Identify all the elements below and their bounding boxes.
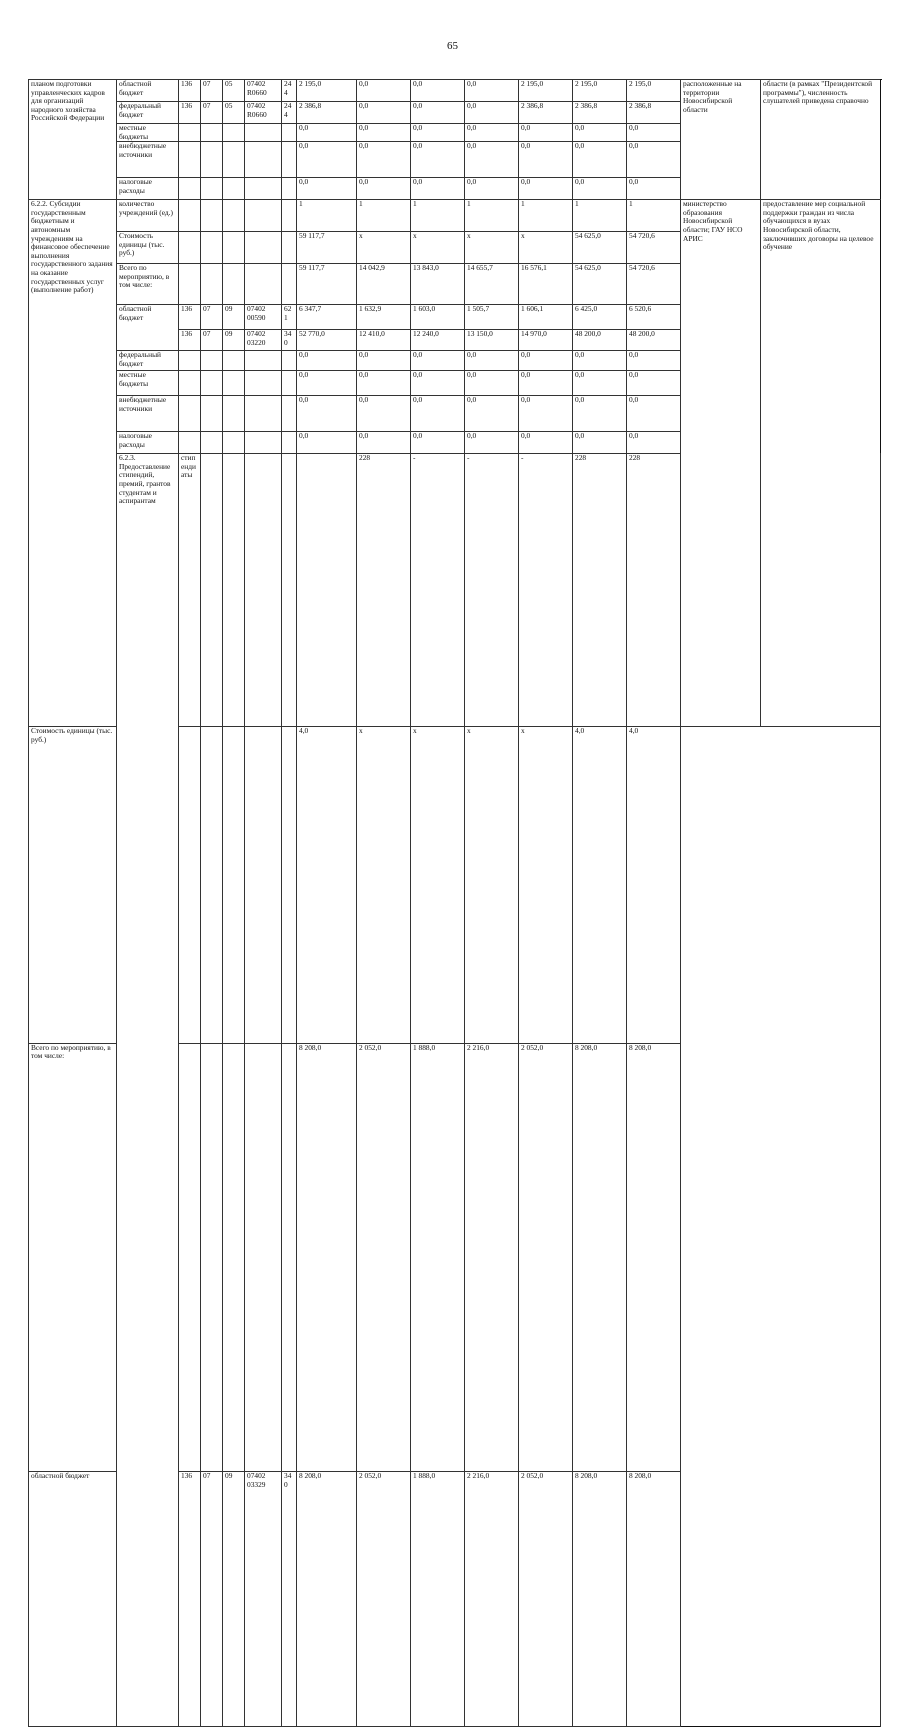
code-cell: [282, 178, 297, 200]
value-cell: 2 052,0: [519, 1043, 573, 1471]
value-cell: 16 576,1: [519, 264, 573, 305]
value-cell: 0,0: [519, 178, 573, 200]
value-cell: 2 386,8: [573, 102, 627, 124]
code-cell: [201, 124, 223, 142]
code-cell: [201, 178, 223, 200]
value-cell: 13 150,0: [465, 330, 519, 351]
value-cell: 1: [627, 200, 681, 232]
value-cell: 228: [573, 454, 627, 727]
value-cell: 2 386,8: [627, 102, 681, 124]
source-cell: местные бюджеты: [117, 371, 179, 396]
code-cell: 07: [201, 80, 223, 102]
value-cell: 0,0: [411, 396, 465, 432]
value-cell: 0,0: [519, 351, 573, 371]
value-cell: 8 208,0: [627, 1043, 681, 1471]
code-cell: 07: [201, 305, 223, 330]
value-cell: 0,0: [411, 102, 465, 124]
code-cell: [282, 371, 297, 396]
value-cell: 0,0: [297, 178, 357, 200]
code-cell: 07402 R0660: [245, 80, 282, 102]
code-cell: 07402 03220: [245, 330, 282, 351]
value-cell: 2 052,0: [519, 1472, 573, 1727]
task-cell: планом подготовки управленческих кадров для организаций народного хозяйства Российской Федерации: [29, 80, 117, 200]
code-cell: [245, 1043, 282, 1471]
code-cell: [223, 200, 245, 232]
code-cell: [282, 264, 297, 305]
source-cell: областной бюджет: [29, 1472, 117, 1727]
code-cell: [223, 454, 245, 727]
value-cell: 1: [465, 200, 519, 232]
value-cell: 0,0: [357, 178, 411, 200]
value-cell: 0,0: [519, 396, 573, 432]
code-cell: [223, 727, 245, 1043]
code-cell: [179, 124, 201, 142]
value-cell: 1 888,0: [411, 1472, 465, 1727]
value-cell: 0,0: [465, 432, 519, 454]
code-cell: [245, 351, 282, 371]
source-cell: Стоимость единицы (тыс. руб.): [117, 232, 179, 264]
value-cell: 0,0: [297, 351, 357, 371]
table-row: [29, 200, 881, 232]
value-cell: 0,0: [573, 432, 627, 454]
value-cell: 1 632,9: [357, 305, 411, 330]
value-cell: 1: [519, 200, 573, 232]
code-cell: [201, 454, 223, 727]
value-cell: 228: [627, 454, 681, 727]
code-cell: 244: [282, 102, 297, 124]
source-cell: Стоимость единицы (тыс. руб.): [29, 727, 117, 1043]
value-cell: 1: [297, 200, 357, 232]
value-cell: 2 195,0: [573, 80, 627, 102]
value-cell: 1: [411, 200, 465, 232]
code-cell: [179, 1043, 201, 1471]
code-cell: [179, 264, 201, 305]
code-cell: [245, 124, 282, 142]
value-cell: 0,0: [573, 124, 627, 142]
value-cell: 54 625,0: [573, 232, 627, 264]
code-cell: [201, 432, 223, 454]
code-cell: [223, 232, 245, 264]
code-cell: [245, 371, 282, 396]
value-cell: 1: [357, 200, 411, 232]
code-cell: 09: [223, 305, 245, 330]
code-cell: [201, 142, 223, 178]
value-cell: x: [357, 727, 411, 1043]
code-cell: [201, 232, 223, 264]
value-cell: 0,0: [411, 80, 465, 102]
source-cell: местные бюджеты: [117, 124, 179, 142]
code-cell: [201, 371, 223, 396]
code-cell: [282, 1043, 297, 1471]
code-cell: [179, 200, 201, 232]
code-cell: [223, 351, 245, 371]
value-cell: 12 410,0: [357, 330, 411, 351]
code-cell: [179, 396, 201, 432]
value-cell: 54 720,6: [627, 264, 681, 305]
value-cell: 0,0: [627, 142, 681, 178]
value-cell: 0,0: [519, 124, 573, 142]
value-cell: 0,0: [411, 178, 465, 200]
value-cell: x: [411, 232, 465, 264]
value-cell: 0,0: [357, 371, 411, 396]
code-cell: 07: [201, 102, 223, 124]
value-cell: 54 720,6: [627, 232, 681, 264]
value-cell: 0,0: [357, 80, 411, 102]
code-cell: 07402 03329: [245, 1472, 282, 1727]
code-cell: [201, 727, 223, 1043]
code-cell: [179, 142, 201, 178]
code-cell: 05: [223, 102, 245, 124]
value-cell: 0,0: [411, 124, 465, 142]
value-cell: x: [465, 727, 519, 1043]
value-cell: 2 216,0: [465, 1472, 519, 1727]
program-table: [28, 79, 881, 1727]
value-cell: 1 888,0: [411, 1043, 465, 1471]
source-cell: внебюджетные источники: [117, 396, 179, 432]
value-cell: 1 606,1: [519, 305, 573, 330]
code-cell: 07: [201, 1472, 223, 1727]
code-cell: [282, 124, 297, 142]
value-cell: 0,0: [627, 371, 681, 396]
code-cell: [179, 371, 201, 396]
code-cell: 07: [201, 330, 223, 351]
source-cell: федеральный бюджет: [117, 351, 179, 371]
code-cell: [179, 232, 201, 264]
value-cell: 4,0: [297, 727, 357, 1043]
source-cell: налоговые расходы: [117, 432, 179, 454]
value-cell: x: [519, 232, 573, 264]
value-cell: 0,0: [357, 102, 411, 124]
task-cell: 6.2.3. Предоставление стипендий, премий, грантов студентам и аспирантам: [117, 454, 179, 1727]
value-cell: 0,0: [573, 142, 627, 178]
code-cell: [223, 1043, 245, 1471]
result-cell: области (в рамках "Президентской программы"), численность слушателей приведена справочно: [761, 80, 881, 200]
code-cell: 136: [179, 330, 201, 351]
value-cell: 52 770,0: [297, 330, 357, 351]
code-cell: [223, 432, 245, 454]
value-cell: 14 970,0: [519, 330, 573, 351]
value-cell: 0,0: [357, 142, 411, 178]
source-cell: налоговые расходы: [117, 178, 179, 200]
value-cell: x: [411, 727, 465, 1043]
source-cell: Всего по мероприятию, в том числе:: [29, 1043, 117, 1471]
value-cell: 2 195,0: [627, 80, 681, 102]
code-cell: [179, 351, 201, 371]
code-cell: [245, 200, 282, 232]
value-cell: 14 655,7: [465, 264, 519, 305]
value-cell: 59 117,7: [297, 264, 357, 305]
value-cell: 14 042,9: [357, 264, 411, 305]
source-cell: федеральный бюджет: [117, 102, 179, 124]
value-cell: 0,0: [357, 351, 411, 371]
value-cell: 0,0: [519, 371, 573, 396]
value-cell: 0,0: [411, 371, 465, 396]
value-cell: 2 216,0: [465, 1043, 519, 1471]
value-cell: 0,0: [627, 396, 681, 432]
value-cell: 0,0: [297, 142, 357, 178]
code-cell: 136: [179, 1472, 201, 1727]
value-cell: 8 208,0: [573, 1472, 627, 1727]
value-cell: x: [519, 727, 573, 1043]
code-cell: [282, 232, 297, 264]
value-cell: 6 347,7: [297, 305, 357, 330]
value-cell: 8 208,0: [627, 1472, 681, 1727]
value-cell: 13 843,0: [411, 264, 465, 305]
code-cell: [223, 371, 245, 396]
value-cell: 0,0: [465, 178, 519, 200]
value-cell: 8 208,0: [573, 1043, 627, 1471]
value-cell: 8 208,0: [297, 1472, 357, 1727]
result-cell: предоставление мер социальной поддержки граждан из числа обучающихся в вузах Новосибирской области, заключивших договоры на целевое обучение: [761, 200, 881, 727]
code-cell: 340: [282, 330, 297, 351]
value-cell: 0,0: [297, 124, 357, 142]
value-cell: 228: [357, 454, 411, 727]
task-cell: 6.2.2. Субсидии государственным бюджетным и автономным учреждениям на финансовое обеспечение выполнения государственного задания на оказание государственных услуг (выполнение работ): [29, 200, 117, 727]
value-cell: 0,0: [465, 396, 519, 432]
code-cell: 340: [282, 1472, 297, 1727]
value-cell: 0,0: [627, 178, 681, 200]
code-cell: [282, 727, 297, 1043]
value-cell: 0,0: [465, 142, 519, 178]
value-cell: 0,0: [357, 124, 411, 142]
code-cell: 07402 R0660: [245, 102, 282, 124]
value-cell: 0,0: [411, 432, 465, 454]
code-cell: [282, 396, 297, 432]
table-row: [29, 80, 881, 102]
code-cell: 05: [223, 80, 245, 102]
value-cell: 0,0: [297, 371, 357, 396]
code-cell: 244: [282, 80, 297, 102]
source-cell: Всего по мероприятию, в том числе:: [117, 264, 179, 305]
value-cell: 0,0: [627, 351, 681, 371]
value-cell: 0,0: [465, 124, 519, 142]
code-cell: [201, 396, 223, 432]
code-cell: 136: [179, 102, 201, 124]
code-cell: [179, 432, 201, 454]
value-cell: 2 386,8: [519, 102, 573, 124]
code-cell: [245, 454, 282, 727]
code-cell: [223, 142, 245, 178]
code-cell: [201, 1043, 223, 1471]
value-cell: 1 603,0: [411, 305, 465, 330]
code-cell: [245, 432, 282, 454]
value-cell: 0,0: [357, 432, 411, 454]
code-cell: [282, 142, 297, 178]
value-cell: 48 200,0: [573, 330, 627, 351]
executor-cell: министерство образования Новосибирской области; ГАУ НСО АРИС: [681, 200, 761, 727]
value-cell: 4,0: [573, 727, 627, 1043]
code-cell: 09: [223, 330, 245, 351]
value-cell: 0,0: [627, 124, 681, 142]
value-cell: 0,0: [519, 142, 573, 178]
code-cell: 136: [179, 80, 201, 102]
value-cell: -: [411, 454, 465, 727]
value-cell: 48 200,0: [627, 330, 681, 351]
code-cell: [245, 232, 282, 264]
value-cell: 8 208,0: [297, 1043, 357, 1471]
value-cell: 4,0: [627, 727, 681, 1043]
value-cell: 54 625,0: [573, 264, 627, 305]
value-cell: 0,0: [465, 80, 519, 102]
source-cell: стипендиаты: [179, 454, 201, 727]
table-body: [29, 80, 881, 1727]
page-number: 65: [447, 40, 458, 52]
value-cell: 2 195,0: [297, 80, 357, 102]
value-cell: 1 505,7: [465, 305, 519, 330]
code-cell: [282, 432, 297, 454]
value-cell: -: [519, 454, 573, 727]
value-cell: 59 117,7: [297, 232, 357, 264]
source-cell: внебюджетные источники: [117, 142, 179, 178]
value-cell: 2 052,0: [357, 1472, 411, 1727]
source-cell: областной бюджет: [117, 305, 179, 351]
code-cell: [201, 264, 223, 305]
value-cell: 0,0: [573, 371, 627, 396]
value-cell: 0,0: [519, 432, 573, 454]
value-cell: 2 386,8: [297, 102, 357, 124]
value-cell: 0,0: [297, 396, 357, 432]
value-cell: 0,0: [573, 396, 627, 432]
code-cell: 136: [179, 305, 201, 330]
code-cell: [245, 142, 282, 178]
source-cell: количество учреждений (ед.): [117, 200, 179, 232]
value-cell: 0,0: [357, 396, 411, 432]
value-cell: 6 520,6: [627, 305, 681, 330]
code-cell: 621: [282, 305, 297, 330]
code-cell: [179, 727, 201, 1043]
value-cell: x: [357, 232, 411, 264]
code-cell: 07402 00590: [245, 305, 282, 330]
value-cell: 0,0: [465, 102, 519, 124]
code-cell: [223, 178, 245, 200]
value-cell: 0,0: [297, 432, 357, 454]
code-cell: [282, 454, 297, 727]
code-cell: 09: [223, 1472, 245, 1727]
code-cell: [223, 396, 245, 432]
value-cell: 0,0: [465, 371, 519, 396]
code-cell: [297, 454, 357, 727]
value-cell: 0,0: [573, 178, 627, 200]
code-cell: [179, 178, 201, 200]
value-cell: 1: [573, 200, 627, 232]
value-cell: 0,0: [627, 432, 681, 454]
value-cell: 12 240,0: [411, 330, 465, 351]
code-cell: [282, 351, 297, 371]
value-cell: 0,0: [465, 351, 519, 371]
code-cell: [223, 124, 245, 142]
value-cell: x: [465, 232, 519, 264]
value-cell: 2 195,0: [519, 80, 573, 102]
code-cell: [245, 264, 282, 305]
code-cell: [245, 178, 282, 200]
value-cell: -: [465, 454, 519, 727]
value-cell: 6 425,0: [573, 305, 627, 330]
value-cell: 0,0: [411, 142, 465, 178]
code-cell: [223, 264, 245, 305]
value-cell: 2 052,0: [357, 1043, 411, 1471]
executor-cell: расположенные на территории Новосибирской области: [681, 80, 761, 200]
value-cell: 0,0: [573, 351, 627, 371]
source-cell: областной бюджет: [117, 80, 179, 102]
code-cell: [201, 200, 223, 232]
code-cell: [201, 351, 223, 371]
code-cell: [245, 727, 282, 1043]
code-cell: [282, 200, 297, 232]
value-cell: 0,0: [411, 351, 465, 371]
code-cell: [245, 396, 282, 432]
